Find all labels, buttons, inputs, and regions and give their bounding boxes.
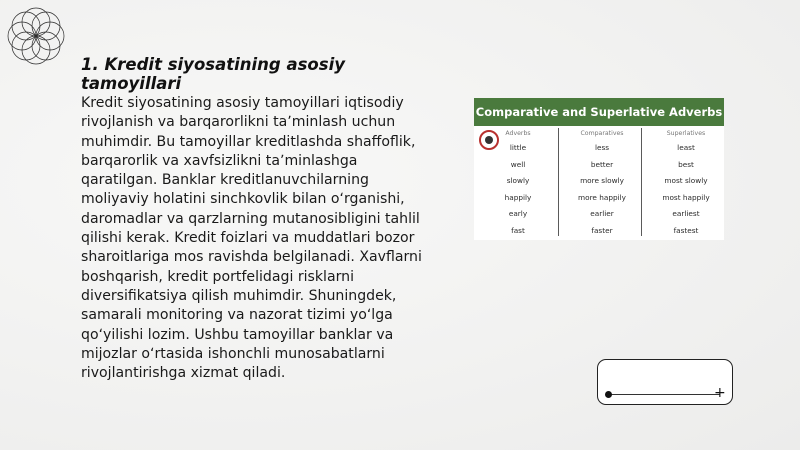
table-column-comparatives <box>562 128 642 239</box>
table-cell: best <box>678 159 694 169</box>
table-cell: earlier <box>590 209 614 218</box>
table-title: Comparative and Superlative Adverbs <box>474 98 724 126</box>
table-cell: most happily <box>662 192 710 202</box>
table-body <box>474 126 724 240</box>
table-cell: earliest <box>672 209 700 218</box>
table-cell: less <box>594 143 610 152</box>
column-heading: Comparatives <box>580 130 624 137</box>
table-cell: happily <box>504 192 532 202</box>
table-cell: well <box>510 159 526 169</box>
table-cell: fast <box>511 225 525 235</box>
column-heading: Adverbs <box>505 130 531 137</box>
column-divider <box>558 128 559 236</box>
column-heading: Superlatives <box>666 130 706 137</box>
table-cell: faster <box>591 225 613 235</box>
table-cell: more slowly <box>580 176 624 185</box>
progress-handle[interactable] <box>605 391 612 398</box>
table-cell: slowly <box>506 176 530 185</box>
table-cell: early <box>508 209 528 218</box>
table-cell: better <box>590 159 614 169</box>
table-cell: little <box>509 143 527 152</box>
progress-track[interactable] <box>610 394 720 395</box>
slide-title: 1. Kredit siyosatining asosiy tamoyillari <box>81 55 345 93</box>
rosette-icon <box>4 4 68 68</box>
table-cell: most slowly <box>664 176 708 185</box>
plus-icon[interactable]: + <box>714 385 726 401</box>
table-cell: fastest <box>673 225 699 235</box>
table-cell: more happily <box>578 192 626 202</box>
media-control-box[interactable] <box>597 359 733 405</box>
adverbs-table-image <box>474 98 724 240</box>
table-column-adverbs <box>478 128 558 239</box>
table-cell: least <box>677 143 695 152</box>
table-column-superlatives <box>646 128 724 239</box>
slide-body-text: Kredit siyosatining asosiy tamoyillari iqtisodiy rivojlanish va barqarorlikni taʼminlash uchun muhimdir. Bu tamoyillar kreditlashda shaffoflik, barqarorlik va xavfsizlikni taʼminlashga qaratilgan. Banklar kreditlanuvchilarning moliyaviy holatini sinchkovlik bilan oʻrganishi, daromadlar va qarzlarning mutanosibligini tahlil qilishi kerak. Kredit foizlari va muddatlari bozor sharoitlariga mos ravishda belgilanadi. Xavflarni boshqarish, kredit portfelidagi risklarni diversifikatsiya qilish muhimdir. Shuningdek, samarali monitoring va nazorat tizimi yoʻlga qoʻyilishi lozim. Ushbu tamoyillar banklar va mijozlar oʻrtasida ishonchli munosabatlarni rivojlantirishga xizmat qiladi. <box>81 95 422 382</box>
